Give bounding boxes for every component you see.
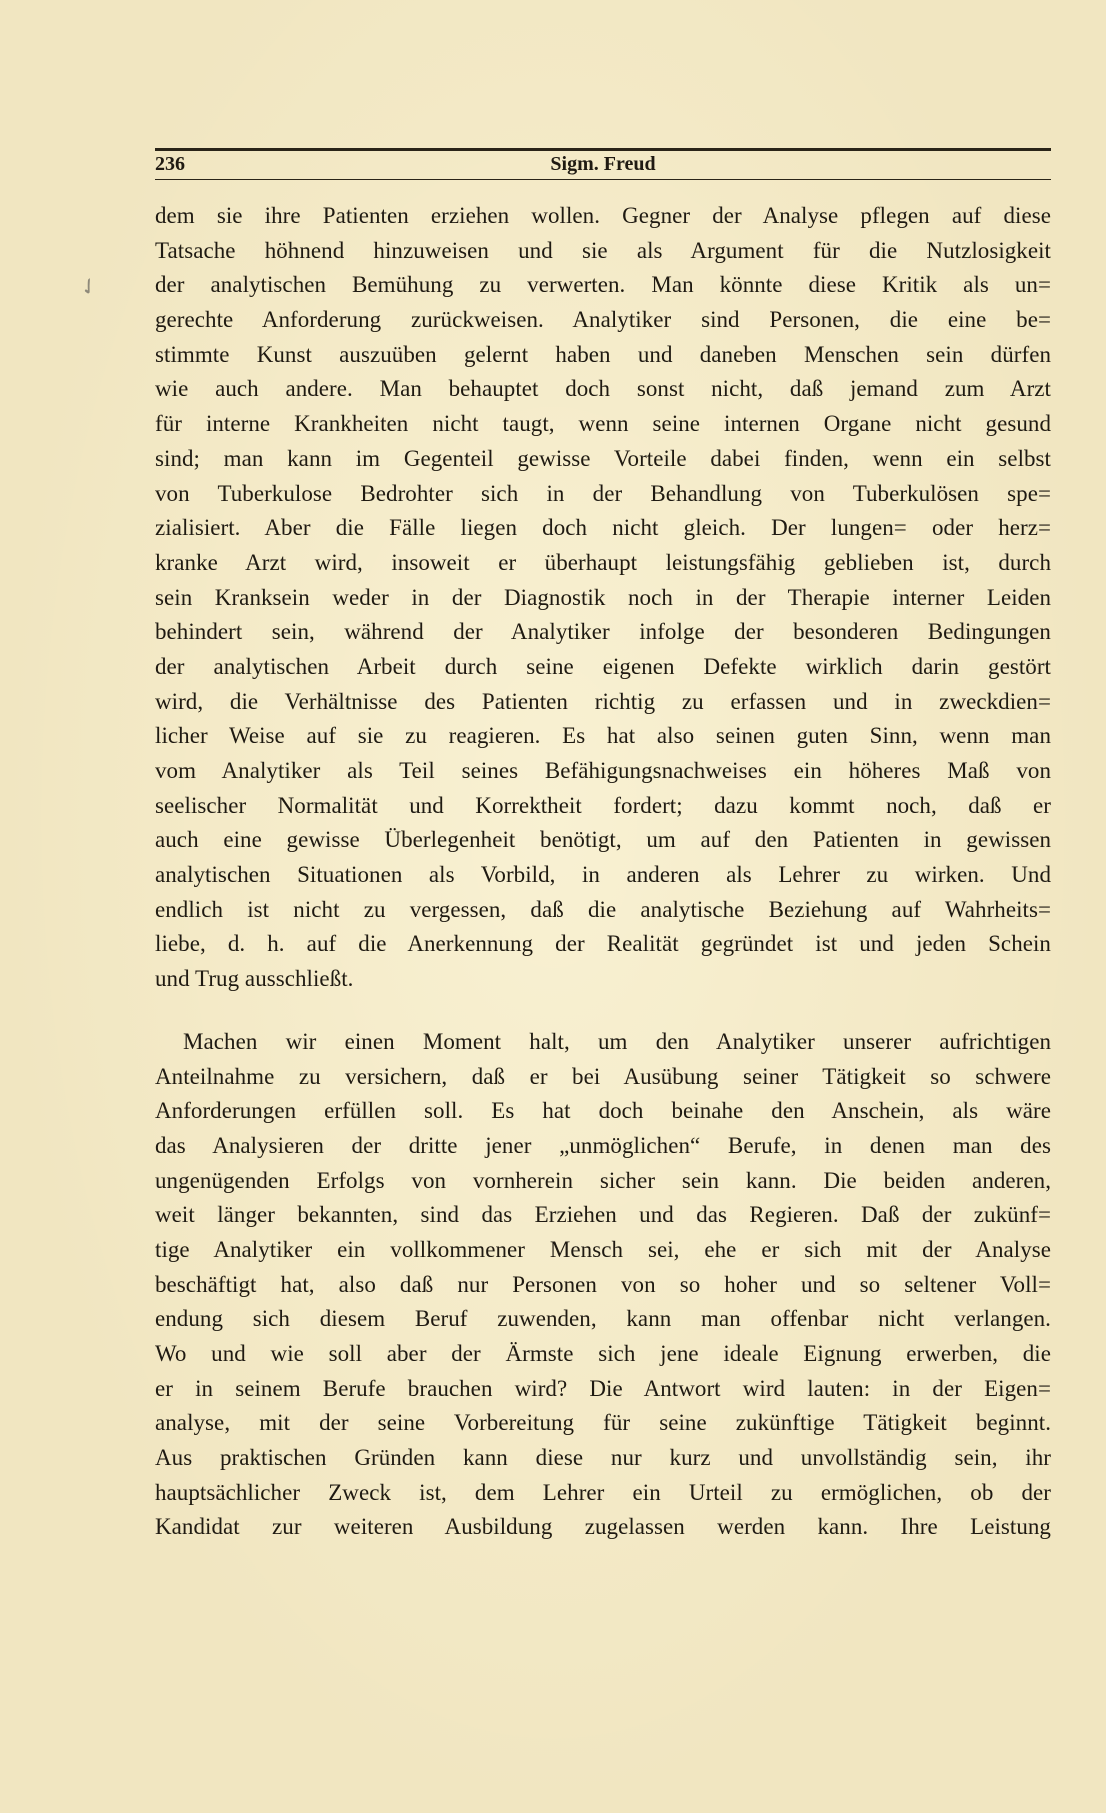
text-line: gerechte Anforderung zurückweisen. Analytiker sind Personen, die eine be= (155, 307, 1051, 333)
text-line: hauptsächlicher Zweck ist, dem Lehrer ein Urteil zu ermöglichen, ob der (155, 1479, 1051, 1505)
page-number: 236 (155, 153, 185, 175)
text-line: analyse, mit der seine Vorbereitung für seine zukünftige Tätigkeit beginnt. (155, 1410, 1051, 1436)
text-line: Machen wir einen Moment halt, um den Analytiker unserer aufrichtigen (183, 1028, 1051, 1054)
text-line: und Trug ausschließt. (155, 966, 354, 992)
text-line: kranke Arzt wird, insoweit er überhaupt leistungsfähig geblieben ist, durch (155, 549, 1051, 575)
text-line: zialisiert. Aber die Fälle liegen doch nicht gleich. Der lungen= oder herz= (155, 515, 1051, 541)
text-line: von Tuberkulose Bedrohter sich in der Behandlung von Tuberkulösen spe= (155, 480, 1051, 506)
paragraph-spacer (155, 997, 1051, 1025)
text-line: das Analysieren der dritte jener „unmöglichen“ Berufe, in denen man des (155, 1132, 1051, 1158)
text-line: beschäftigt hat, also daß nur Personen von so hoher und so seltener Voll= (155, 1271, 1051, 1297)
text-line: endung sich diesem Beruf zuwenden, kann man offenbar nicht verlangen. (155, 1306, 1051, 1332)
text-line: auch eine gewisse Überlegenheit benötigt, um auf den Patienten in gewissen (155, 827, 1051, 853)
text-line: Tatsache höhnend hinzuweisen und sie als Argument für die Nutzlosigkeit (155, 237, 1051, 263)
text-line: Anforderungen erfüllen soll. Es hat doch beinahe den Anschein, als wäre (155, 1098, 1051, 1124)
text-line: Kandidat zur weiteren Ausbildung zugelassen werden kann. Ihre Leistung (155, 1514, 1051, 1540)
text-line: der analytischen Arbeit durch seine eigenen Defekte wirklich darin gestört (155, 653, 1051, 679)
text-line: behindert sein, während der Analytiker infolge der besonderen Bedingungen (155, 619, 1051, 645)
text-line: endlich ist nicht zu vergessen, daß die analytische Beziehung auf Wahrheits= (155, 896, 1051, 922)
text-line: für interne Krankheiten nicht taugt, wenn seine internen Organe nicht gesund (155, 411, 1051, 437)
text-line: vom Analytiker als Teil seines Befähigungsnachweises ein höheres Maß von (155, 758, 1051, 783)
text-line: sein Kranksein weder in der Diagnostik noch in der Therapie interner Leiden (155, 584, 1051, 610)
text-line: Anteilnahme zu versichern, daß er bei Ausübung seiner Tätigkeit so schwere (155, 1063, 1051, 1089)
text-line: dem sie ihre Patienten erziehen wollen. Gegner der Analyse pflegen auf diese (155, 203, 1051, 228)
text-line: tige Analytiker ein vollkommener Mensch sei, ehe er sich mit der Analyse (155, 1236, 1051, 1262)
page-header (155, 148, 1051, 180)
text-line: weit länger bekannten, sind das Erziehen und das Regieren. Daß der zukünf= (155, 1202, 1051, 1228)
text-line: stimmte Kunst auszuüben gelernt haben und daneben Menschen sein dürfen (155, 341, 1051, 367)
text-line: wird, die Verhältnisse des Patienten richtig zu erfassen und in zweckdien= (155, 688, 1051, 714)
text-line: sind; man kann im Gegenteil gewisse Vorteile dabei finden, wenn ein selbst (155, 445, 1051, 471)
text-line: licher Weise auf sie zu reagieren. Es hat also seinen guten Sinn, wenn man (155, 723, 1051, 749)
text-line: liebe, d. h. auf die Anerkennung der Realität gegründet ist und jeden Schein (155, 931, 1051, 957)
pencil-mark-icon: ✓ (74, 271, 104, 303)
text-line: seelischer Normalität und Korrektheit fordert; dazu kommt noch, daß er (155, 792, 1051, 818)
text-line: ungenügenden Erfolgs von vornherein sicher sein kann. Die beiden anderen, (155, 1167, 1051, 1193)
text-line: wie auch andere. Man behauptet doch sonst nicht, daß jemand zum Arzt (155, 376, 1051, 402)
text-line: Aus praktischen Gründen kann diese nur kurz und unvollständig sein, ihr (155, 1445, 1051, 1471)
text-line: Wo und wie soll aber der Ärmste sich jene ideale Eignung erwerben, die (155, 1341, 1051, 1366)
text-line: der analytischen Bemühung zu verwerten. Man könnte diese Kritik als un= (155, 272, 1051, 298)
text-line: analytischen Situationen als Vorbild, in anderen als Lehrer zu wirken. Und (155, 862, 1051, 888)
text-line: er in seinem Berufe brauchen wird? Die Antwort wird lauten: in der Eigen= (155, 1375, 1051, 1401)
running-head: Sigm. Freud (550, 153, 656, 175)
paragraph-1 (155, 199, 1051, 997)
paragraph-2 (155, 1025, 1051, 1545)
body-text (155, 199, 1051, 1545)
